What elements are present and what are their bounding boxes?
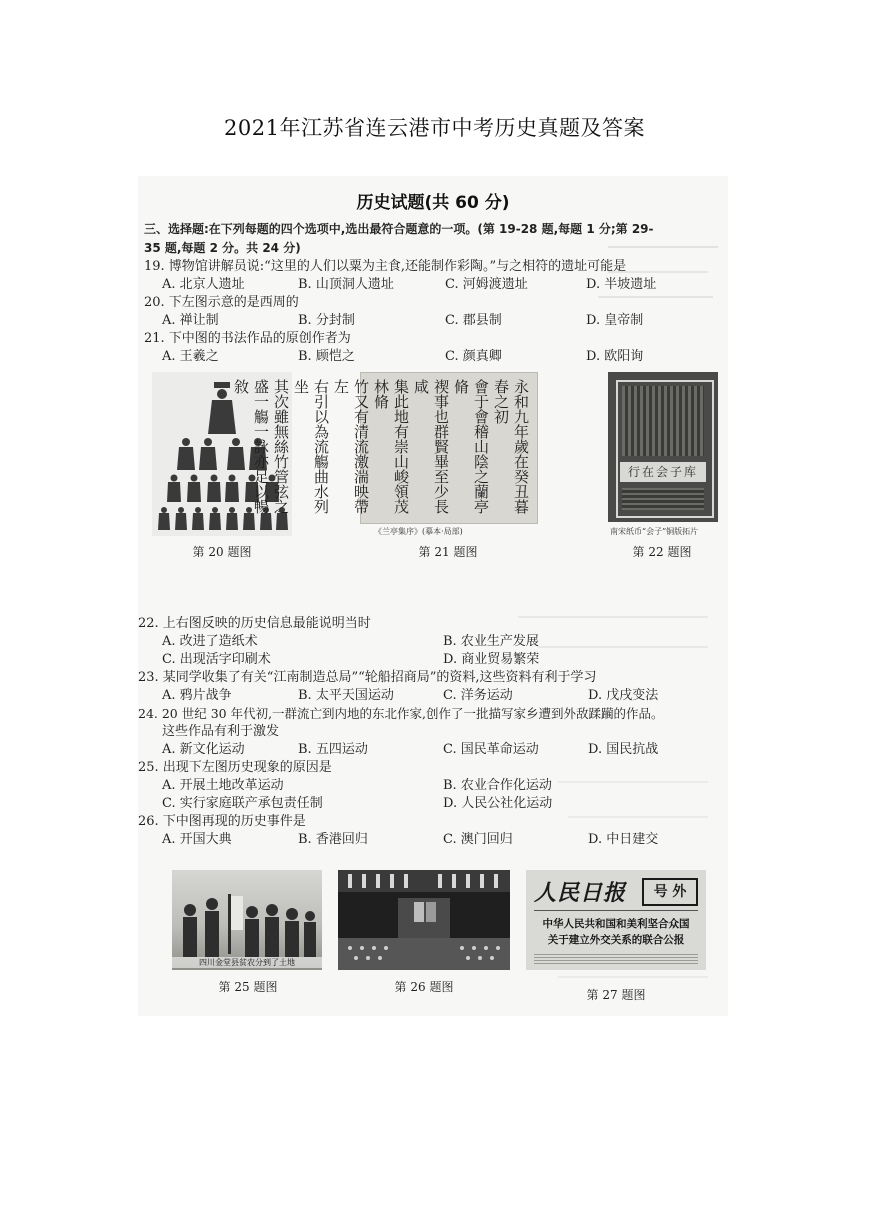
q20-option-c: C. 郡县制 [445,313,502,328]
q19-option-c: C. 河姆渡遗址 [445,277,528,292]
question-19-stem: 19. 博物馆讲解员说:“这里的人们以粟为主食,还能制作彩陶。”与之相符的遗址可能是 [144,259,627,274]
q20-option-d: D. 皇帝制 [586,313,644,328]
q19-option-d: D. 半坡遗址 [586,277,657,292]
newspaper-headline-2: 关于建立外交关系的联合公报 [547,934,685,946]
extra-edition-label: 号 外 [642,878,698,906]
calligraphy-column-5: 竹又有清流激湍映帶左 [332,379,370,514]
paper-heading: 历史试题(共 60 分) [356,193,510,213]
q23-option-c: C. 洋务运动 [443,688,513,703]
q23-option-d: D. 戊戌变法 [588,688,659,703]
q21-option-c: C. 颜真卿 [445,349,502,364]
calligraphy-column-4: 集此地有崇山峻領茂林脩 [372,379,410,514]
figure-25-photo [172,870,322,970]
figure-22-banknote-plate [608,372,718,522]
q24-option-a: A. 新文化运动 [162,742,245,757]
farmers-with-land-deed-illustration [172,870,322,970]
figure-21-caption: 第 21 题图 [418,545,478,559]
plate-inscription: 行在会子库 [620,462,706,482]
figure-22-inner-caption: 南宋纸币“会子”铜版拓片 [610,527,699,536]
section-instruction-line2: 35 题,每题 2 分。共 24 分) [144,241,301,255]
q25-option-d: D. 人民公社化运动 [443,796,553,811]
q23-option-b: B. 太平天国运动 [298,688,394,703]
figure-21-calligraphy [232,372,538,524]
question-26-stem: 26. 下中图再现的历史事件是 [138,814,306,829]
q23-option-a: A. 鸦片战争 [162,688,232,703]
q25-option-c: C. 实行家庭联产承包责任制 [162,796,323,811]
q24-option-d: D. 国民抗战 [588,742,659,757]
q26-option-a: A. 开国大典 [162,832,232,847]
q22-option-b: B. 农业生产发展 [443,634,539,649]
figure-27-caption: 第 27 题图 [586,988,646,1002]
figure-22-caption: 第 22 题图 [632,545,692,559]
handover-ceremony-illustration [338,870,510,970]
newspaper-masthead: 人民日报 [534,880,627,906]
calligraphy-column-2: 會于會稽山陰之蘭亭脩 [452,379,490,514]
question-23-stem: 23. 某同学收集了有关“江南制造总局”“轮船招商局”的资料,这些资料有利于学习 [138,670,597,685]
calligraphy-column-3: 禊事也群賢畢至少長咸 [412,379,450,514]
scanned-exam-page [138,176,728,1016]
figure-20-caption: 第 20 题图 [192,545,252,559]
q22-option-d: D. 商业贸易繁荣 [443,652,540,667]
question-20-stem: 20. 下左图示意的是西周的 [144,295,299,310]
q25-option-b: B. 农业合作化运动 [443,778,552,793]
question-21-stem: 21. 下中图的书法作品的原创作者为 [144,331,351,346]
newspaper-headline-1: 中华人民共和国和美利坚合众国 [542,918,690,930]
calligraphy-column-1: 永和九年歲在癸丑暮春之初 [492,379,530,514]
q19-option-a: A. 北京人遗址 [162,277,245,292]
q20-option-a: A. 禅让制 [162,313,219,328]
figure-27-newspaper [526,870,706,970]
figure-26-caption: 第 26 题图 [394,980,454,994]
q25-option-a: A. 开展土地改革运动 [162,778,284,793]
q26-option-b: B. 香港回归 [298,832,368,847]
q24-option-b: B. 五四运动 [298,742,368,757]
q26-option-c: C. 澳门回归 [443,832,513,847]
page-title: 2021年江苏省连云港市中考历史真题及答案 [224,116,645,140]
question-22-stem: 22. 上右图反映的历史信息最能说明当时 [138,616,371,631]
figure-25-caption: 第 25 题图 [218,980,278,994]
q21-option-a: A. 王羲之 [162,349,219,364]
section-instruction-line1: 三、选择题:在下列每题的四个选项中,选出最符合题意的一项。(第 19-28 题,每题 1 分;第 29- [144,222,654,236]
calligraphy-column-6: 右引以為流觴曲水列坐 [292,379,330,514]
q19-option-b: B. 山顶洞人遗址 [298,277,394,292]
question-24-stem: 24. 20 世纪 30 年代初,一群流亡到内地的东北作家,创作了一批描写家乡遭到外敌蹂躏的作品。 [138,706,664,721]
q21-option-d: D. 欧阳询 [586,349,644,364]
question-25-stem: 25. 出现下左图历史现象的原因是 [138,760,332,775]
q22-option-c: C. 出现活字印刷术 [162,652,271,667]
calligraphy-column-7: 其次雖無絲竹管弦之 [272,379,290,514]
q22-option-a: A. 改进了造纸术 [162,634,258,649]
figure-21-inner-caption: 《兰亭集序》(摹本·局部) [374,527,463,536]
calligraphy-column-8: 盛一觴一詠亦足以暢敘 [232,379,270,514]
figure-25-inner-caption: 四川金堂县贫农分到了土地 [172,957,322,968]
q26-option-d: D. 中日建交 [588,832,659,847]
q24-option-c: C. 国民革命运动 [443,742,539,757]
question-24-stem-line2: 这些作品有利于激发 [162,724,280,739]
q21-option-b: B. 顾恺之 [298,349,355,364]
figure-26-photo [338,870,510,970]
q20-option-b: B. 分封制 [298,313,355,328]
